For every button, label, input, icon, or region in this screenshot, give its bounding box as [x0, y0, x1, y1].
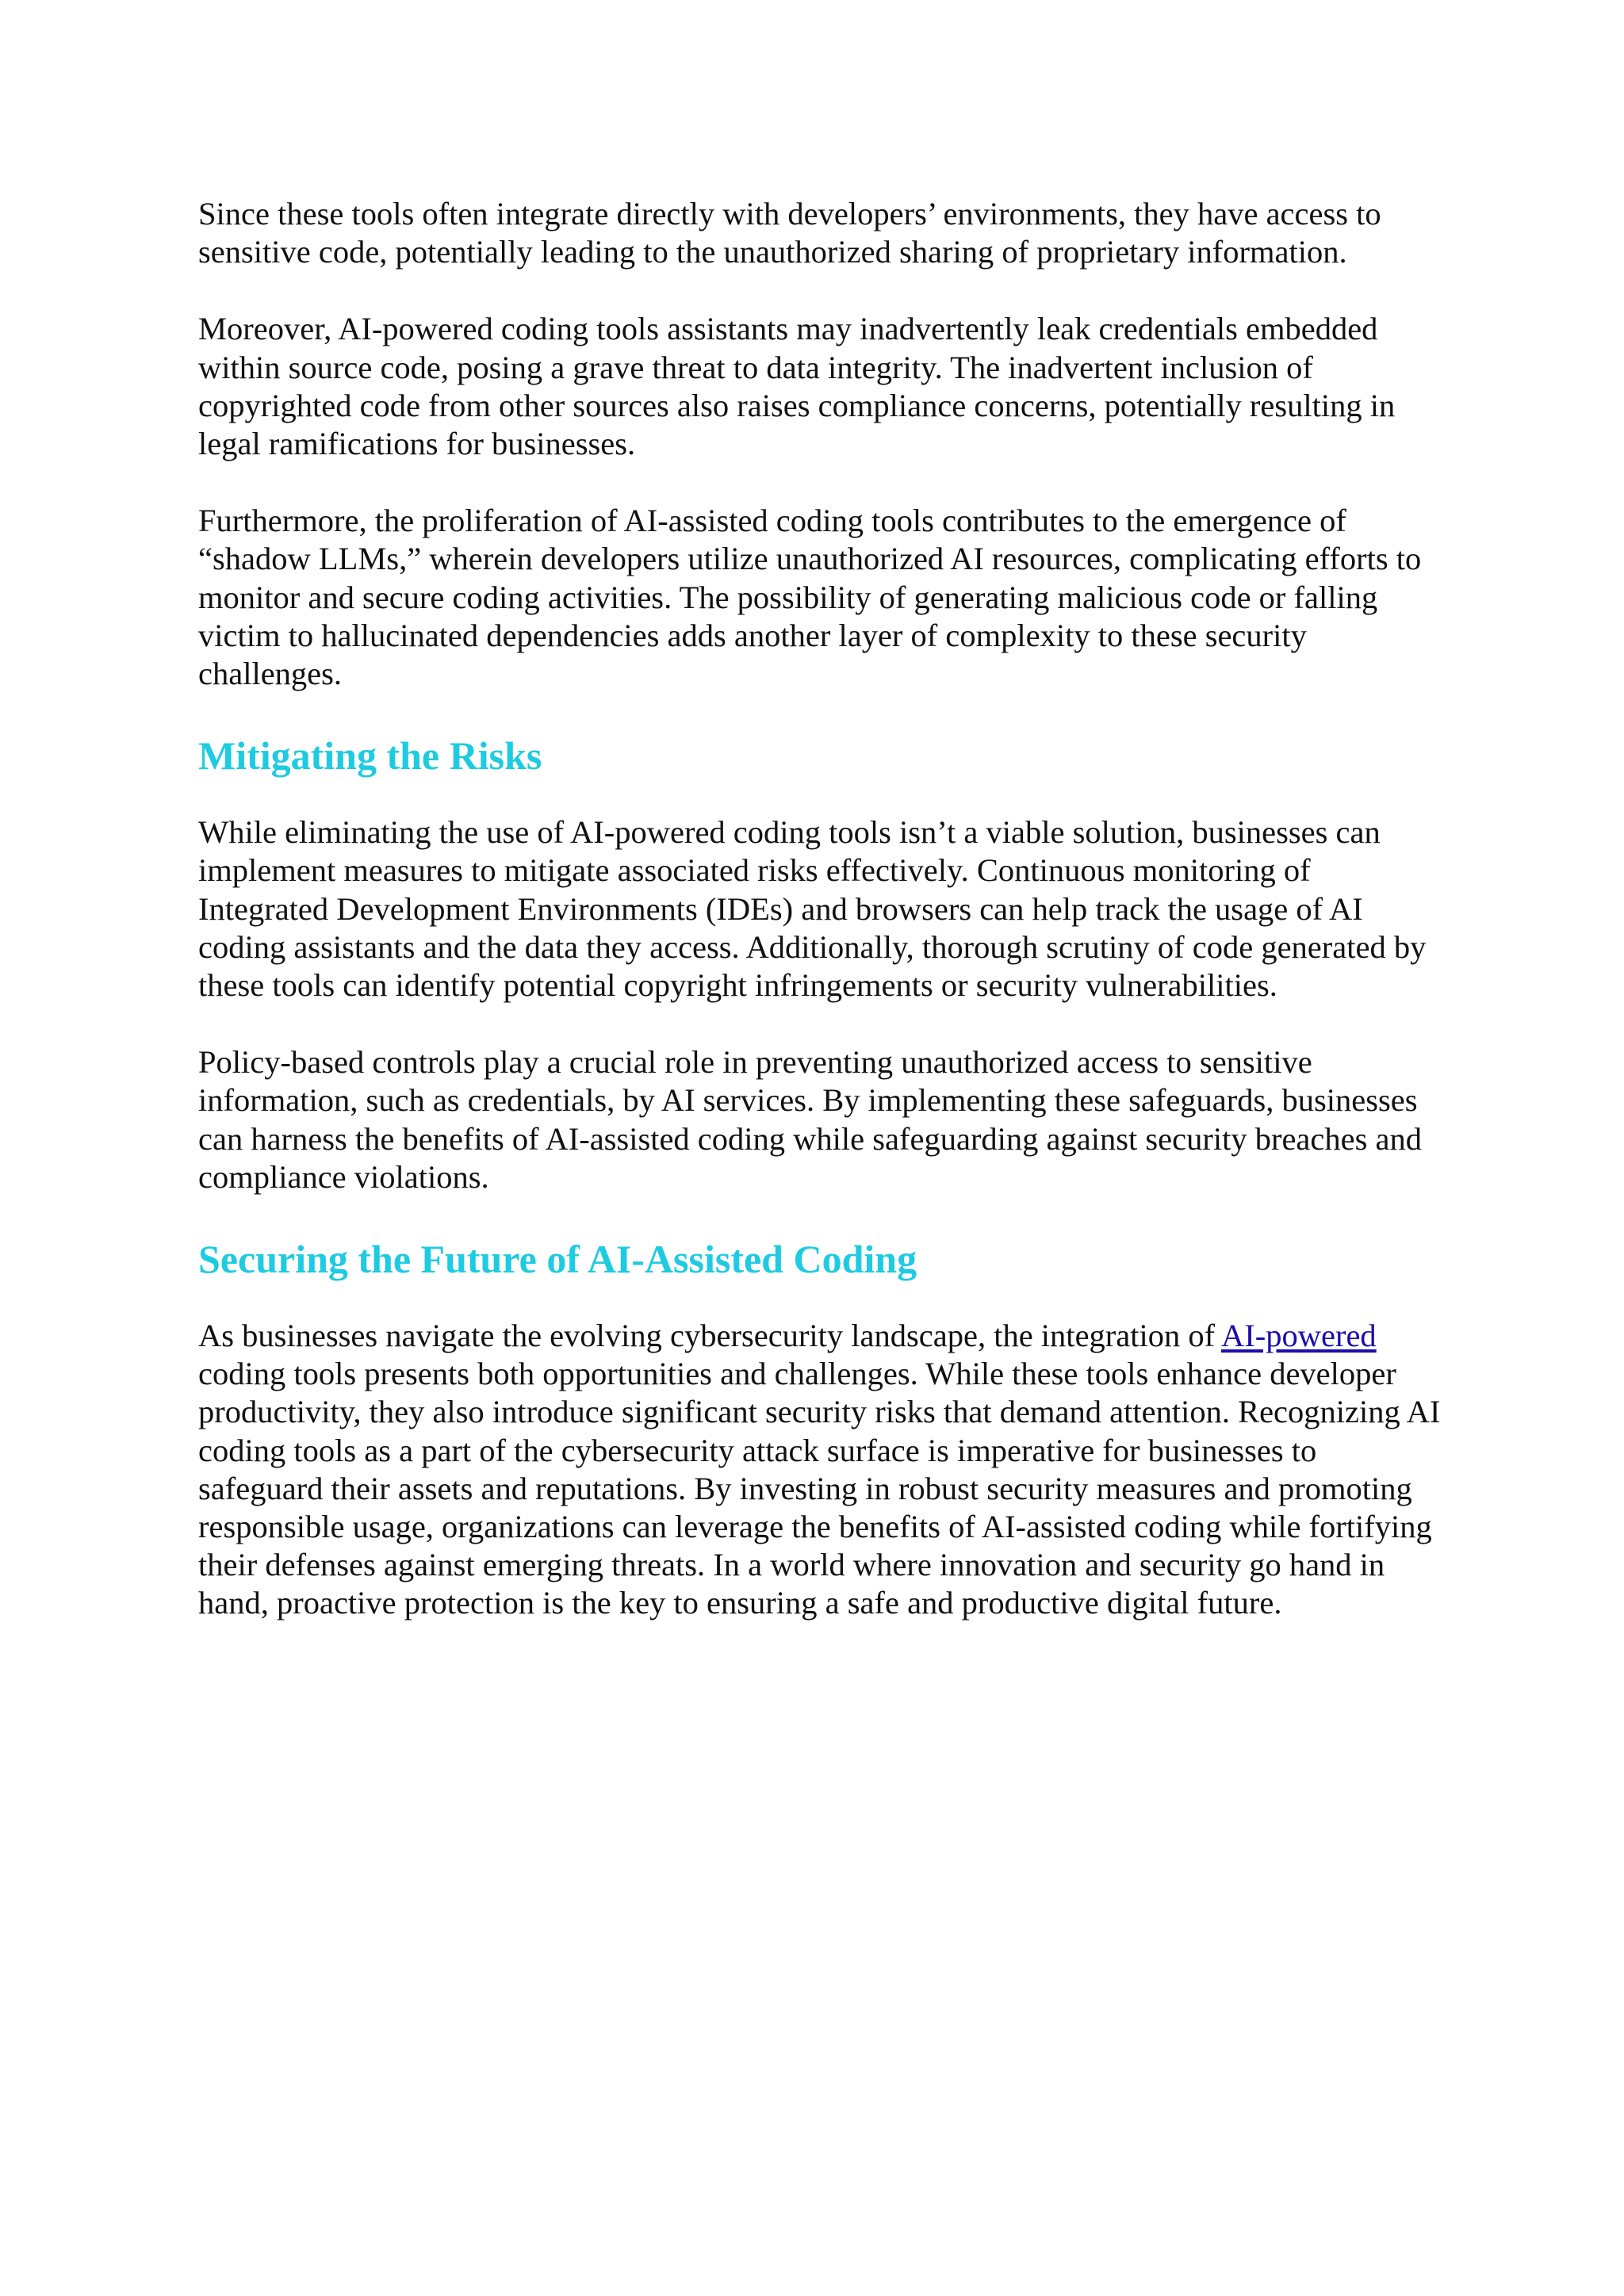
paragraph-conclusion [198, 1317, 1445, 1623]
conclusion-text-start: As businesses navigate the evolving cybersecurity landscape, the integration of [198, 1318, 1222, 1354]
paragraph-monitoring: While eliminating the use of AI-powered coding tools isn’t a viable solution, businesses can implement measures to mitigate associated risks effectively. Continuous monitoring of Integrated Development Environments (IDEs) and browsers can help track the usage of AI coding assistants and the data they access. Additionally, thorough scrutiny of code generated by these tools can identify potential copyright infringements or security vulnerabilities. [198, 814, 1427, 1004]
conclusion-text-end: coding tools presents both opportunities and challenges. While these tools enhance developer productivity, they also introduce significant security risks that demand attention. Recognizing AI coding tools as a part of the cybersecurity attack surface is imperative for businesses to safeguard their assets and reputations. By investing in robust security measures and promoting responsible usage, organizations can leverage the benefits of AI-assisted coding while fortifying their defenses against emerging threats. In a world where innovation and security go hand in hand, proactive protection is the key to ensuring a safe and productive digital future. [198, 1356, 1441, 1621]
article-body [198, 195, 1445, 1662]
paragraph-integration-access: Since these tools often integrate directly with developers’ environments, they have access to sensitive code, potentially leading to the unauthorized sharing of proprietary information. [198, 196, 1381, 270]
paragraph-policy-controls: Policy-based controls play a crucial role in preventing unauthorized access to sensitive information, such as credentials, by AI services. By implementing these safeguards, businesses can harness the benefits of AI-assisted coding while safeguarding against security breaches and compliance violations. [198, 1044, 1422, 1195]
heading-securing-future: Securing the Future of AI-Assisted Coding [198, 1237, 917, 1282]
paragraph-credential-leak: Moreover, AI-powered coding tools assistants may inadvertently leak credentials embedded within source code, posing a grave threat to data integrity. The inadvertent inclusion of copyrighted code from other sources also raises compliance concerns, potentially resulting in legal ramifications for businesses. [198, 311, 1396, 462]
ai-powered-link[interactable]: AI-powered [1221, 1318, 1377, 1354]
paragraph-shadow-llms: Furthermore, the proliferation of AI-assisted coding tools contributes to the emergence of “shadow LLMs,” wherein developers utilize unauthorized AI resources, complicating efforts to monitor and secure coding activities. The possibility of generating malicious code or falling victim to hallucinated dependencies adds another layer of complexity to these security challenges. [198, 503, 1422, 692]
heading-mitigating-risks: Mitigating the Risks [198, 733, 542, 779]
